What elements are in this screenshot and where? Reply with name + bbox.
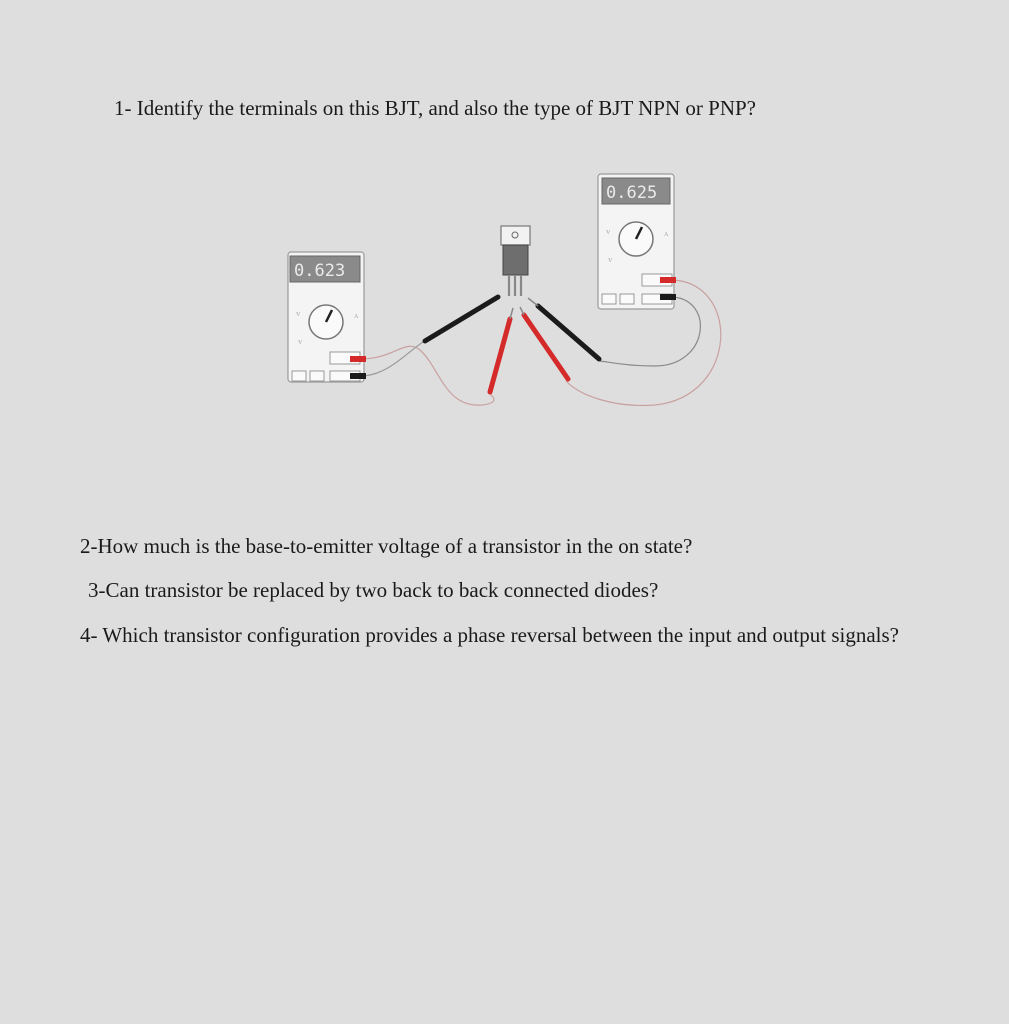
left-meter-port-a bbox=[292, 371, 306, 381]
right-meter-port-a bbox=[602, 294, 616, 304]
left-meter-red-wire bbox=[360, 346, 494, 405]
right-meter-red-plug bbox=[660, 277, 676, 283]
svg-text:V: V bbox=[296, 312, 301, 318]
question-1: 1- Identify the terminals on this BJT, and also the type of BJT NPN or PNP? bbox=[114, 96, 756, 120]
right-meter-black-probe-tip bbox=[528, 298, 538, 306]
left-meter-black-wire bbox=[360, 339, 428, 376]
bjt-multimeter-diagram bbox=[270, 168, 750, 418]
right-meter-reading: 0.625 bbox=[606, 183, 658, 203]
svg-text:V: V bbox=[606, 230, 611, 236]
left-meter-black-plug bbox=[350, 373, 366, 379]
transistor-heatsink-tab bbox=[501, 226, 530, 245]
bjt-transistor bbox=[501, 226, 530, 296]
svg-text:V: V bbox=[298, 340, 303, 346]
svg-text:A: A bbox=[354, 314, 359, 320]
transistor-body bbox=[503, 245, 528, 275]
svg-text:A: A bbox=[664, 232, 669, 238]
right-meter-black-plug bbox=[660, 294, 676, 300]
left-meter-reading: 0.623 bbox=[294, 261, 346, 281]
question-2: 2-How much is the base-to-emitter voltage of a transistor in the on state? bbox=[80, 534, 693, 558]
left-multimeter bbox=[288, 252, 364, 382]
left-meter-red-plug bbox=[350, 356, 366, 362]
left-meter-red-probe bbox=[490, 319, 510, 392]
right-multimeter bbox=[598, 174, 674, 309]
question-3: 3-Can transistor be replaced by two back to back connected diodes? bbox=[88, 578, 659, 602]
left-meter-black-probe bbox=[425, 297, 498, 341]
question-4: 4- Which transistor configuration provides a phase reversal between the input and output signals? bbox=[80, 623, 899, 647]
svg-text:V: V bbox=[608, 258, 613, 264]
